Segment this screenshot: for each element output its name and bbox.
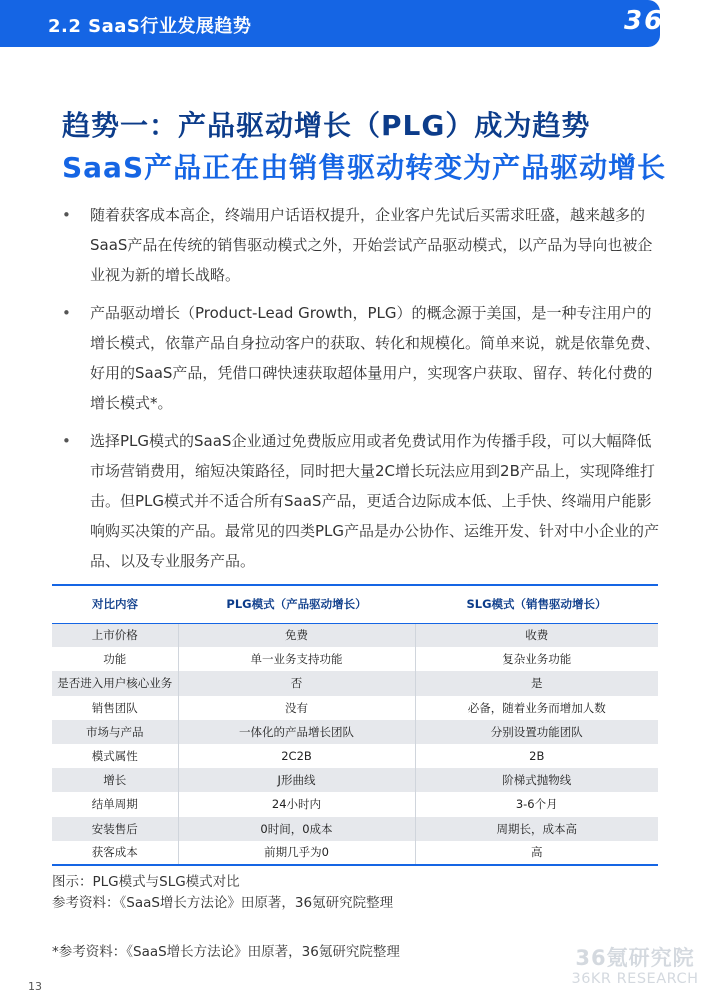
slg-cell: 收费 <box>415 623 658 647</box>
table-row <box>52 744 658 768</box>
bullet-item <box>60 200 660 290</box>
column-header: SLG模式（销售驱动增长） <box>415 585 658 623</box>
bullet-item <box>60 298 660 418</box>
plg-cell: 0时间，0成本 <box>178 817 415 841</box>
table-row <box>52 720 658 744</box>
figure-title: 图示：PLG模式与SLG模式对比 <box>52 874 240 890</box>
header-bar <box>0 0 660 47</box>
footnote: *参考资料：《SaaS增长方法论》田原著，36氪研究院整理 <box>52 944 400 960</box>
plg-cell: J形曲线 <box>178 768 415 792</box>
bullet-dot-icon: • <box>62 206 71 224</box>
plg-cell: 一体化的产品增长团队 <box>178 720 415 744</box>
watermark-main: 36氪研究院 <box>575 946 695 970</box>
slg-cell: 高 <box>415 841 658 865</box>
row-label-cell: 安装售后 <box>52 817 178 841</box>
page-header <box>0 0 710 50</box>
slg-cell: 周期长，成本高 <box>415 817 658 841</box>
row-label-cell: 是否进入用户核心业务 <box>52 671 178 695</box>
slg-cell: 3-6个月 <box>415 792 658 816</box>
brand-logo <box>612 4 710 48</box>
column-header: PLG模式（产品驱动增长） <box>178 585 415 623</box>
table-row <box>52 841 658 865</box>
headline-secondary: SaaS产品正在由销售驱动转变为产品驱动增长 <box>62 151 667 184</box>
table-row <box>52 671 658 695</box>
slg-cell: 是 <box>415 671 658 695</box>
bullet-list <box>60 200 660 584</box>
bullet-text: 选择PLG模式的SaaS企业通过免费版应用或者免费试用作为传播手段，可以大幅降低市场营销费用，缩短决策路径，同时把大量2C增长玩法应用到2B产品上，实现降维打击。但PLG模式并不适合所有SaaS产品，更适合边际成本低、上手快、终端用户能影响购买决策的产品。最常见的四类PLG产品是办公协作、运维开发、针对中小企业的产品、以及专业服务产品。 <box>90 432 660 570</box>
section-title: 2.2 SaaS行业发展趋势 <box>48 16 252 37</box>
plg-cell: 没有 <box>178 696 415 720</box>
plg-cell: 前期几乎为0 <box>178 841 415 865</box>
bullet-dot-icon: • <box>62 432 71 450</box>
row-label-cell: 上市价格 <box>52 623 178 647</box>
slg-cell: 2B <box>415 744 658 768</box>
row-label-cell: 结单周期 <box>52 792 178 816</box>
logo-text: 36Kr <box>624 6 702 36</box>
row-label-cell: 模式属性 <box>52 744 178 768</box>
row-label-cell: 功能 <box>52 647 178 671</box>
slg-cell: 分别设置功能团队 <box>415 720 658 744</box>
page-number: 13 <box>28 980 42 993</box>
slg-cell: 阶梯式抛物线 <box>415 768 658 792</box>
plg-cell: 2C2B <box>178 744 415 768</box>
figure-caption <box>52 872 393 914</box>
bullet-text: 随着获客成本高企，终端用户话语权提升，企业客户先试后买需求旺盛，越来越多的SaaS产品在传统的销售驱动模式之外，开始尝试产品驱动模式，以产品为导向也被企业视为新的增长战略。 <box>90 206 653 284</box>
row-label-cell: 销售团队 <box>52 696 178 720</box>
table-row <box>52 817 658 841</box>
headline-primary: 趋势一：产品驱动增长（PLG）成为趋势 <box>62 109 591 142</box>
comparison-table-wrapper <box>52 584 658 866</box>
column-header: 对比内容 <box>52 585 178 623</box>
row-label-cell: 增长 <box>52 768 178 792</box>
watermark <box>565 946 705 988</box>
table-row <box>52 647 658 671</box>
bullet-item <box>60 426 660 576</box>
table-row <box>52 623 658 647</box>
row-label-cell: 获客成本 <box>52 841 178 865</box>
plg-cell: 单一业务支持功能 <box>178 647 415 671</box>
table-row <box>52 768 658 792</box>
bullet-dot-icon: • <box>62 304 71 322</box>
table-row <box>52 696 658 720</box>
slg-cell: 复杂业务功能 <box>415 647 658 671</box>
figure-source: 参考资料：《SaaS增长方法论》田原著，36氪研究院整理 <box>52 895 394 911</box>
comparison-table <box>52 584 658 866</box>
row-label-cell: 市场与产品 <box>52 720 178 744</box>
slg-cell: 必备，随着业务而增加人数 <box>415 696 658 720</box>
watermark-sub: 36KR RESEARCH <box>571 971 699 987</box>
plg-cell: 否 <box>178 671 415 695</box>
plg-cell: 24小时内 <box>178 792 415 816</box>
plg-cell: 免费 <box>178 623 415 647</box>
bullet-text: 产品驱动增长（Product-Lead Growth，PLG）的概念源于美国，是一种专注用户的增长模式，依靠产品自身拉动客户的获取、转化和规模化。简单来说，就是依靠免费、好用的SaaS产品，凭借口碑快速获取超体量用户，实现客户获取、留存、转化付费的增长模式*。 <box>90 304 661 412</box>
table-header-row <box>52 585 658 623</box>
table-row <box>52 792 658 816</box>
